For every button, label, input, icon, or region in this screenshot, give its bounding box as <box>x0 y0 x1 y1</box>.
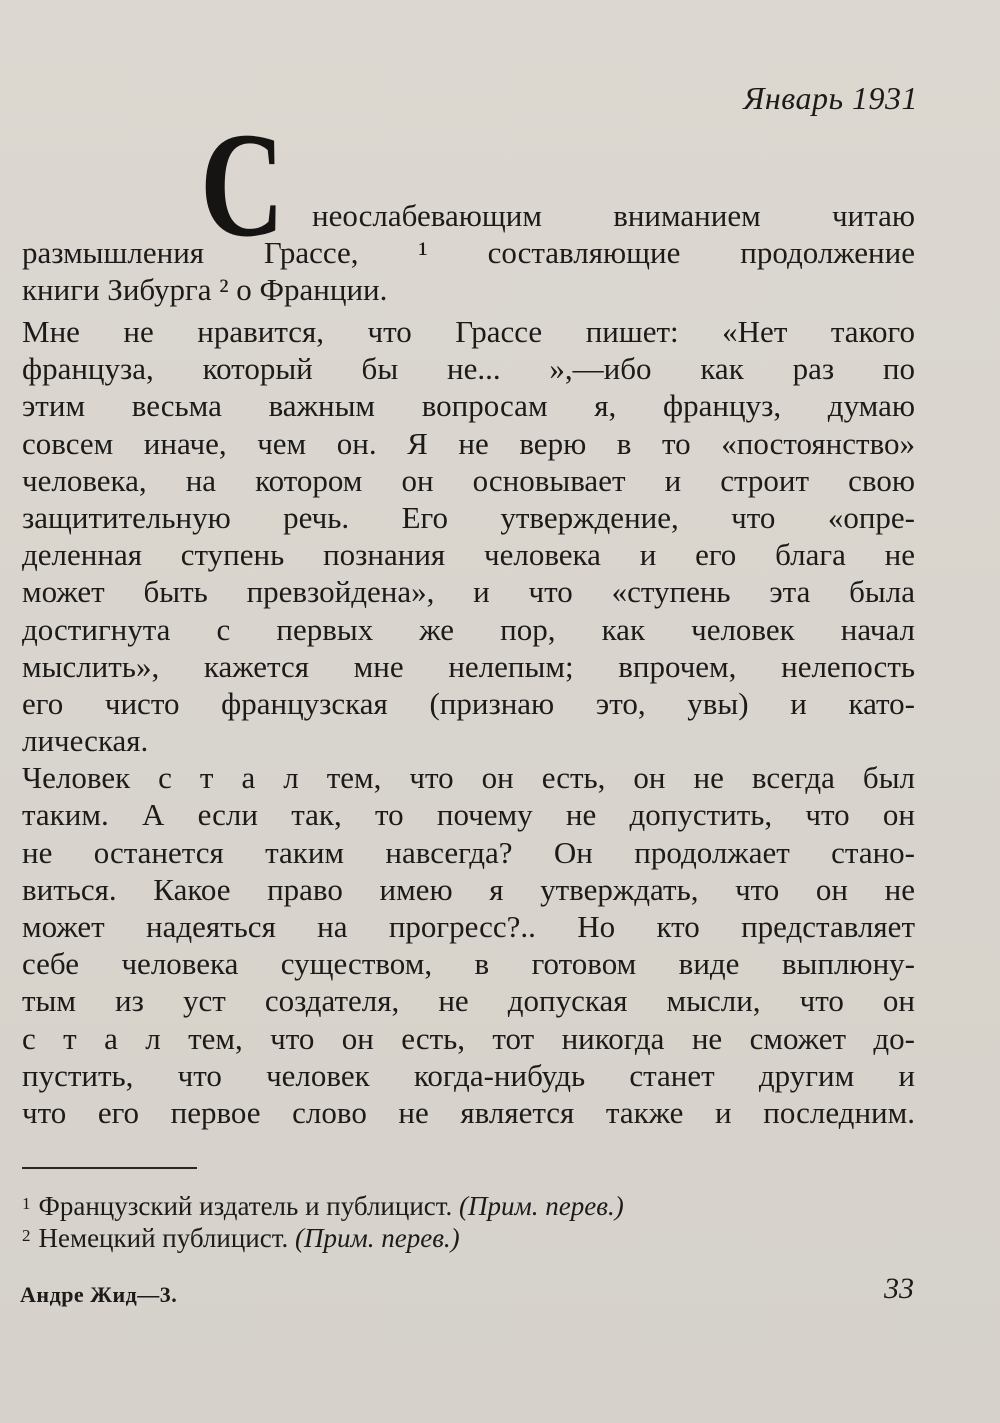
footnote-number: 1 <box>22 1194 31 1213</box>
footnote-text: Французский издатель и публицист. <box>38 1191 453 1221</box>
text-line: достигнута с первых же пор, как человек начал <box>22 611 915 647</box>
footnote-text: Немецкий публицист. <box>38 1223 289 1253</box>
footnote-divider <box>22 1167 197 1169</box>
text-line: этим весьма важным вопросам я, француз, думаю <box>22 388 915 424</box>
footnote-2 <box>22 1222 624 1254</box>
text-line: размышления Грассе, ¹ составляющие продолжение <box>22 235 915 271</box>
text-line: может надеяться на прогресс?.. Но кто представляет <box>22 909 915 944</box>
text-line: Мне не нравится, что Грассе пишет: «Нет такого <box>22 314 915 349</box>
text-line: совсем иначе, чем он. Я не верю в то «постоянство» <box>22 425 915 461</box>
text-line: мыслить», кажется мне нелепым; впрочем, нелепость <box>22 648 915 684</box>
page-number: 33 <box>884 1272 914 1305</box>
text-line: француза, который бы не... »,—ибо как раз по <box>22 351 915 387</box>
text-line: деленная ступень познания человека и его блага не <box>22 537 915 573</box>
text-line: таким. А если так, то почему не допустить, что он <box>22 797 915 833</box>
text-line: виться. Какое право имею я утверждать, что он не <box>22 871 915 907</box>
opening-paragraph <box>22 197 915 309</box>
text-line: с т а л тем, что он есть, тот никогда не сможет до- <box>22 1020 915 1056</box>
text-line: тым из уст создателя, не допуская мысли, что он <box>22 983 915 1019</box>
footnote-1 <box>22 1190 624 1222</box>
text-line: что его первое слово не является также и последним. <box>22 1094 915 1130</box>
text-line: его чисто французская (признаю это, увы) и като- <box>22 685 915 721</box>
drop-cap-letter: С <box>200 102 285 268</box>
text-line: пустить, что человек когда-нибудь станет другим и <box>22 1057 915 1093</box>
footnotes <box>22 1190 624 1254</box>
text-line: себе человека существом, в готовом виде выплюну- <box>22 946 915 982</box>
text-line: Человек с т а л тем, что он есть, он не всегда был <box>22 760 915 796</box>
printer-signature: Андре Жид—3. <box>20 1282 178 1307</box>
text-line: лическая. <box>22 723 149 759</box>
text-line: человека, на котором он основывает и строит свою <box>22 462 915 498</box>
body-text <box>22 313 915 1131</box>
entry-date: Январь 1931 <box>743 80 918 116</box>
translator-note: (Прим. перев.) <box>295 1223 460 1253</box>
footnote-number: 2 <box>22 1226 31 1245</box>
text-line: не останется таким навсегда? Он продолжает стано- <box>22 834 915 870</box>
translator-note: (Прим. перев.) <box>459 1191 624 1221</box>
text-line: может быть превзойдена», и что «ступень эта была <box>22 574 915 610</box>
text-line: защитительную речь. Его утверждение, что «опре- <box>22 499 915 535</box>
text-line: неослабевающим вниманием читаю <box>312 198 915 233</box>
text-line: книги Зибурга ² о Франции. <box>22 272 388 308</box>
